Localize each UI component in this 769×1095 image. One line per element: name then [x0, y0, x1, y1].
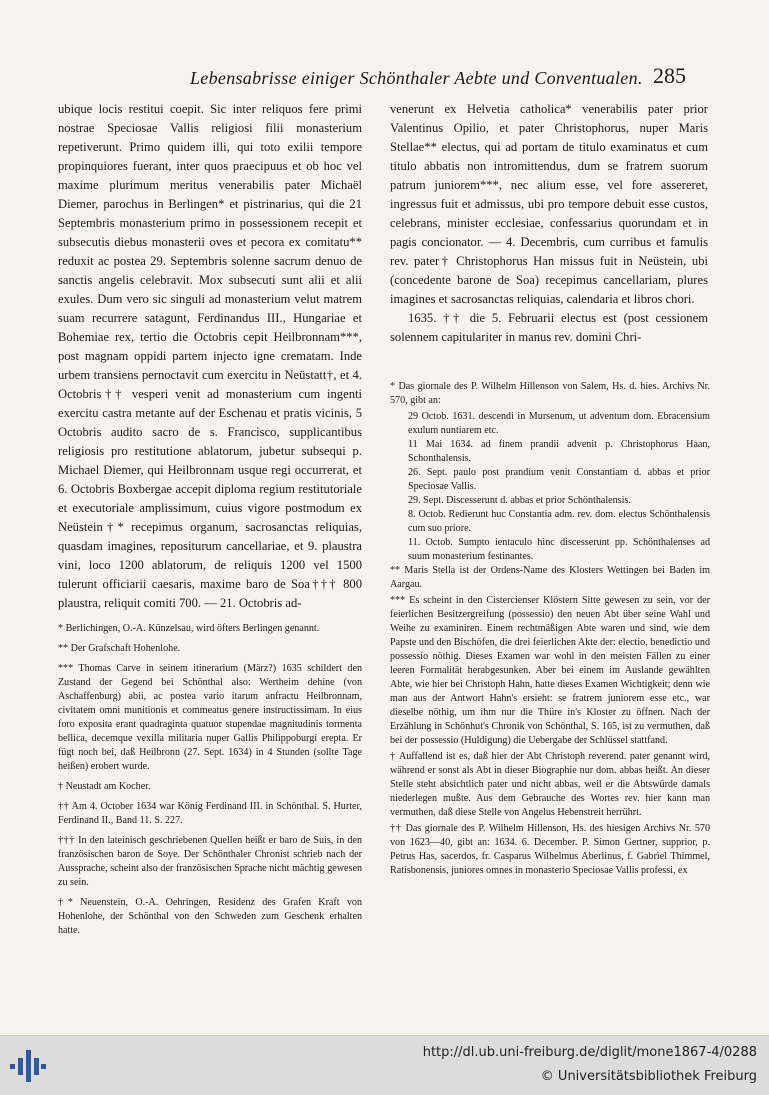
left-footnotes [58, 622, 362, 944]
footnote: †* Neuenstein, O.-A. Oehringen, Residenz des Grafen Kraft von Hohenlohe, der Schönthal von den Schweden zum Geschenk erhalten hatte. [58, 897, 362, 936]
permalink-url[interactable]: http://dl.ub.uni-freiburg.de/diglit/mone1867-4/0288 [422, 1045, 757, 1060]
viewer-footer-bar [0, 1035, 769, 1095]
footnote: ††† In den lateinisch geschriebenen Quellen heißt er baro de Suis, in den französischen baron de Soye. Der Schönthaler Chronist schrieb nach der Aussprache, scheint also der französischen Sprache nicht mächtig gewesen zu sein. [58, 835, 362, 888]
footnote: *** Es scheint in den Cistercienser Klöstern Sitte gewesen zu sein, vor der feierlichen Besitzergreifung (possessio) den neuen Abt über seine Wahl und Weihe zu examiniren. Einem rechtmäßigen Abte waren und sind, wie dem Papste und den Bischöfen, die drei feierlichen Akte der: electio, benedictio und possessio nöthig. Dieses Examen war wohl in den meisten Fällen zu einer leeren Formalität herabgesunken. Aber bei einem im Auslande gewählten Abte, wie hier bei Christoph Hahn, hatte dieses Examen Wichtigkeit; denn wie man aus der Antwort Hahn's ersieht: se fratrem juniorem esse etc., war dieselbe nöthig, um ihm nur die Thüre in's Kloster zu öffnen. Nach der Erzählung in Schönhut's Chronik von Schönthal, S. 165, ist zu vermuthen, daß bei der possessio (Huldigung) die Uebergabe der Schlüssel stattfand. [390, 595, 710, 746]
footnote: * Berlichingen, O.-A. Künzelsau, wird öfters Berlingen genannt. [58, 623, 320, 634]
footnote-entry: 11 Mai 1634. ad finem prandii advenit p. Christophorus Haan, Schonthalensis. [408, 439, 710, 464]
footnote: †† Am 4. October 1634 war König Ferdinand III. in Schönthal. S. Hurter, Ferdinand II., Band 11. S. 227. [58, 801, 362, 826]
left-column-text: ubique locis restitui coepit. Sic inter reliquos fere primi nostrae Speciosae Vallis religiosi filii monasterium repetiverunt. Primo quidem illi, qui toto exilii tempore propinquiores fuerant, inter quos praecipuus et ob hoc vel maxime plurimum meritus venerabilis pater Michaël Diemer, parochus in Berlingen* et pistrinarius, qui die 21 Septembris monasterium primo in possessionem recepit et subsecutis diebus monasterii oves et pecora ex comitatu** reduxit ac postea 29. Septembris solenne sacrum denuo de sanctis angelis celebravit. Mox subsecuti sunt alii et alii exules. Dum vero sic singuli ad monasterium velut matrem suam recurrere satagunt, Ferdinandus III., Hungariae et Bohemiae rex, tertio die Octobris cepit Heilbronnam***, post magnam oppidi partem injecto igne crematam. Inde urbem transiens pernoctavit cum exercitu in Neüstatt†, et 4. Octobris†† vesperi venit ad monasterium cum ingenti exercitu castra metante auf der Eschenau et pratis vicinis, 5 Octobris audito sacro de s. Francisco, supplicantibus religiosis pro restitutione ablatorum, jubetur subsequi p. Michael Diemer, qui Heilbronnam usque regi occurrerat, et 6. Octobris Boxbergae accepit diploma regium restitutoriale et executoriale amplissimum, cuius vigore postmodum ex Neüstein†* recepimus organum, sacrosanctas reliquias, quasdam imagines, repositurum cancellariae, et 9. plaustra vini, loco 1200 ablatorum, de reliquis 1200 vel 1500 tulerunt officiarii caesaris, maxime baro de Soa††† 800 plaustra, reliquit comiti 700. — 21. Octobris ad- [58, 102, 362, 610]
footnote-entry: 11. Octob. Sumpto ientaculo hinc discesserunt pp. Schönthalenses ad suum monasterium festinantes. [408, 537, 710, 562]
footnote-intro: * Das giornale des P. Wilhelm Hillenson von Salem, Hs. d. hies. Archivs Nr. 570, gibt an: [390, 381, 710, 406]
copyright-notice: © Universitätsbibliothek Freiburg [540, 1069, 757, 1084]
right-text-column [390, 100, 708, 347]
footnote-entry: 8. Octob. Redierunt huc Constantia adm. rev. dom. electus Schönthalensis cum suo priore. [408, 509, 710, 534]
right-paragraph-1: venerunt ex Helvetia catholica* venerabilis pater prior Valentinus Opilio, et pater Christophorus, nuper Maris Stellae** electus, qui ad portam de titulo examinatus et cum titulo abbatis non intromittendus, dum se fratrem suorum patrum juniorem***, nec alium esse, vel fore assereret, ingressus fuit et admissus, ubi pro tempore debuit esse custos, celebrans, minister ecclesiae, confessarius quorundam et in pagis concionator. — 4. Decembris, cum curribus et famulis rev. pater† Christophorus Han missus fuit in Neüstein, ubi (concedente barone de Soa) recepimus cancellariam, plures imagines et sacrosanctas reliquias, calendaria et libros chori. [390, 102, 708, 306]
right-paragraph-2: 1635. †† die 5. Februarii electus est (post cessionem solennem capitulariter in manus rev. domini Chri- [390, 311, 708, 344]
running-header [0, 62, 769, 94]
footnote: †† Das giornale des P. Wilhelm Hillenson, Hs. des hiesigen Archivs Nr. 570 von 1623—40, gibt an: 1634. 6. December. P. Simon Gertner, supprior, p. Petrus Has, sacerdos, fr. Casparus Wilhelmus Aberlinus, f. Gabriel Thimmel, Ratisbonensis, juniores omnes in monasterio Speciosae Vallis professi, ex [390, 823, 710, 876]
right-footnotes [390, 380, 710, 880]
running-title: Lebensabrisse einiger Schönthaler Aebte und Conventualen. [190, 68, 643, 88]
footnote-entry: 29 Octob. 1631. descendi in Mursenum, ut adventum dom. Ebracensium exulum nuntiarem etc. [408, 411, 710, 436]
footnote-entry: 26. Sept. paulo post prandium venit Constantiam d. abbas et prior Speciosae Vallis. [408, 467, 710, 492]
footnote: *** Thomas Carve in seinem itinerarium (März?) 1635 schildert den Zustand der Gegend bei Schönthal also: Wertheim dehine (von Aschaffenburg) abii, ac postea vario itarum anfractu Heilbronnam, civitatem omni munitionis et commeatus genere instructissimam. In eius foro exposita erant quadraginta quatuor stupendae magnitudinis tormenta bellica, decemque vexilla militaria nuper Gallis Philippoburgi erepta. Er fügt noch bei, daß Heilbronn (27. Sept. 1634) in 4 Stunden (sollte Tage heißen) erobert wurde. [58, 663, 362, 772]
footnote: ** Der Grafschaft Hohenlohe. [58, 643, 181, 654]
footnote-entry: 29. Sept. Discesserunt d. abbas et prior Schönthalensis. [408, 495, 631, 506]
left-text-column [58, 100, 362, 613]
footnote: † Auffallend ist es, daß hier der Abt Christoph reverend. pater genannt wird, während er sonst als Abt in dieser Biographie nur dom. abbas heißt. An dieser Stelle steht absichtlich pater und nicht abbas, weil er die Abtswürde damals niederlegen mußte. Aus dem Gebrauche des Wortes rev. hier kann man vermuthen, daß diese Stelle von Angelus Hebenstreit herrührt. [390, 751, 710, 818]
library-logo-icon [10, 1048, 46, 1084]
page-number: 285 [653, 63, 686, 88]
footnote: ** Maris Stella ist der Ordens-Name des Klosters Wettingen bei Baden im Aargau. [390, 565, 710, 590]
footnote: † Neustadt am Kocher. [58, 781, 151, 792]
